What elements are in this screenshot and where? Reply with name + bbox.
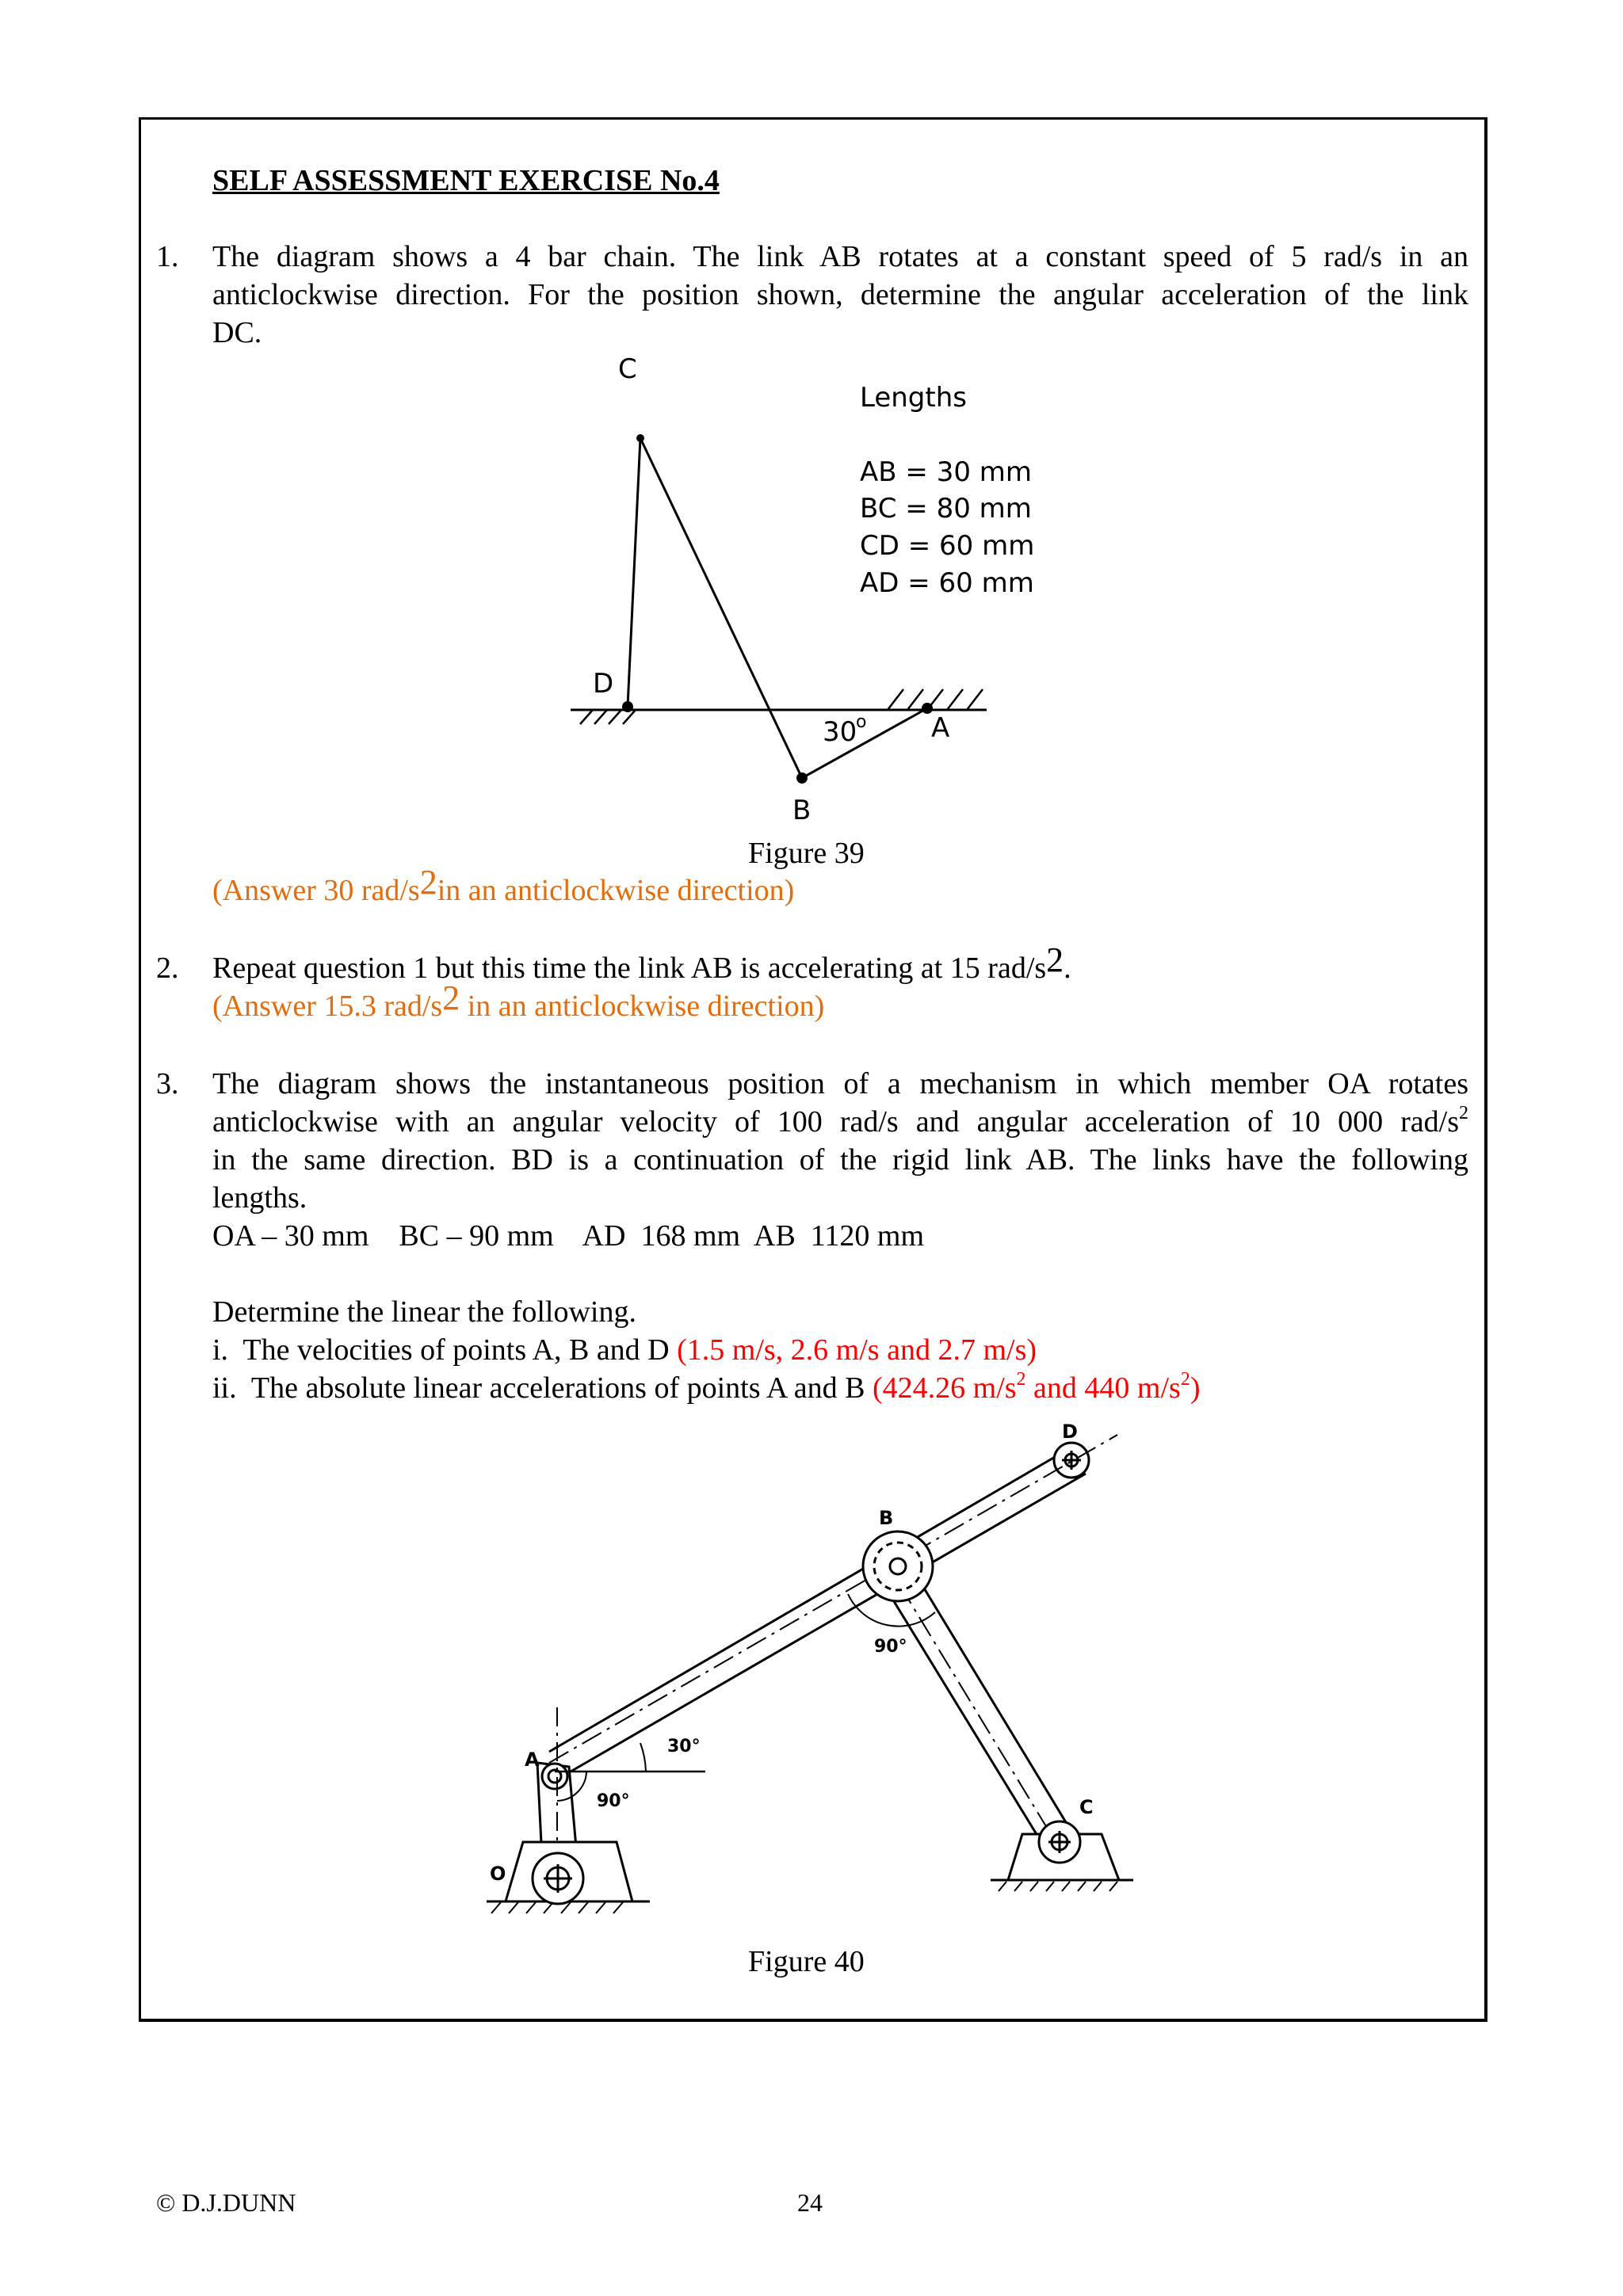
ground-hatch-a [888, 689, 983, 710]
q1-answer: (Answer 30 rad/s2in an anticlockwise direction) [212, 863, 795, 907]
q3-line4: lengths. [212, 1181, 307, 1215]
length-ab: AB = 30 mm [860, 456, 1032, 488]
crank-oa [487, 1763, 650, 1904]
label-b: B [879, 1507, 894, 1529]
label-o: O [490, 1863, 506, 1885]
exercise-title: SELF ASSESSMENT EXERCISE No.4 [212, 164, 720, 197]
label-d: D [1062, 1421, 1078, 1443]
link-abd [549, 1435, 1117, 1777]
q3-determine: Determine the linear the following. [212, 1295, 636, 1329]
label-a: A [931, 712, 950, 744]
label-b: B [792, 795, 812, 826]
q1-number: 1. [156, 240, 179, 273]
q3-item-ii-answer: (424.26 $m/s^2$ and 440 $m/s^2$) [872, 1369, 1201, 1405]
joint-c [636, 434, 644, 442]
q1-line1: The diagram shows a 4 bar chain. The link AB rotates at a constant speed of 5 rad/s in an [212, 240, 1468, 273]
angle-ab-label: 30° [667, 1737, 701, 1756]
angle-degree: o [856, 712, 867, 732]
length-ad: AD = 60 mm [860, 567, 1034, 599]
figure-40 [475, 1414, 1157, 1953]
q3-number: 3. [156, 1067, 179, 1100]
length-bc: BC = 80 mm [860, 493, 1032, 524]
q3-line2: anticlockwise with an angular velocity of 100 rad/s and angular acceleration of 10 000 rad/$s^2$ [212, 1103, 1468, 1138]
base-c [991, 1821, 1133, 1880]
q1-line2: anticlockwise direction. For the position shown, determine the angular acceleration of the link [212, 278, 1468, 311]
lengths-title: Lengths [860, 382, 967, 414]
joint-b-assembly [863, 1531, 933, 1601]
q3-item-i-answer: (1.5 m/s, 2.6 m/s and 2.7 m/s) [677, 1333, 1037, 1367]
q3-item-i: i. The velocities of points A, B and D (1.5 m/s, 2.6 m/s and 2.7 m/s) [212, 1333, 1037, 1367]
q2-answer: (Answer 15.3 rad/s2 in an anticlockwise direction) [212, 978, 825, 1023]
q2-text: Repeat question 1 but this time the link AB is accelerating at 15 rad/s2. [212, 940, 1071, 985]
figure-39-caption: Figure 39 [748, 837, 865, 870]
figure-39 [555, 349, 1078, 832]
q3-item-ii: ii. The absolute linear accelerations of points A and B (424.26 $m/s^2$ and 440 $m/s^2$) [212, 1369, 1201, 1405]
joint-b [796, 772, 808, 784]
figure-40-caption: Figure 40 [748, 1945, 865, 1978]
angle-arc-30 [640, 1743, 646, 1772]
link-cb [640, 438, 802, 778]
angle-a-label: 90° [597, 1791, 630, 1811]
link-dc [628, 438, 640, 707]
label-c: C [1079, 1796, 1094, 1818]
q3-lengths: OA – 30 mm BC – 90 mm AD 168 mm AB 1120 mm [212, 1219, 925, 1253]
q2-number: 2. [156, 952, 179, 985]
q3-line1: The diagram shows the instantaneous position of a mechanism in which member OA rotates [212, 1067, 1468, 1100]
angle-b-label: 90° [874, 1637, 907, 1657]
label-a: A [525, 1749, 540, 1771]
q3-line3: in the same direction. BD is a continuation of the rigid link AB. The links have the following [212, 1143, 1468, 1177]
length-cd: CD = 60 mm [860, 530, 1035, 562]
angle-value: 30 [823, 716, 857, 748]
q1-line3: DC. [212, 316, 262, 349]
ground-hatch-c [999, 1882, 1117, 1891]
label-c: C [618, 353, 637, 385]
joint-d [622, 701, 633, 712]
label-d: D [593, 668, 614, 700]
footer-page-number: 24 [797, 2188, 823, 2217]
footer-copyright: © D.J.DUNN [156, 2188, 296, 2217]
